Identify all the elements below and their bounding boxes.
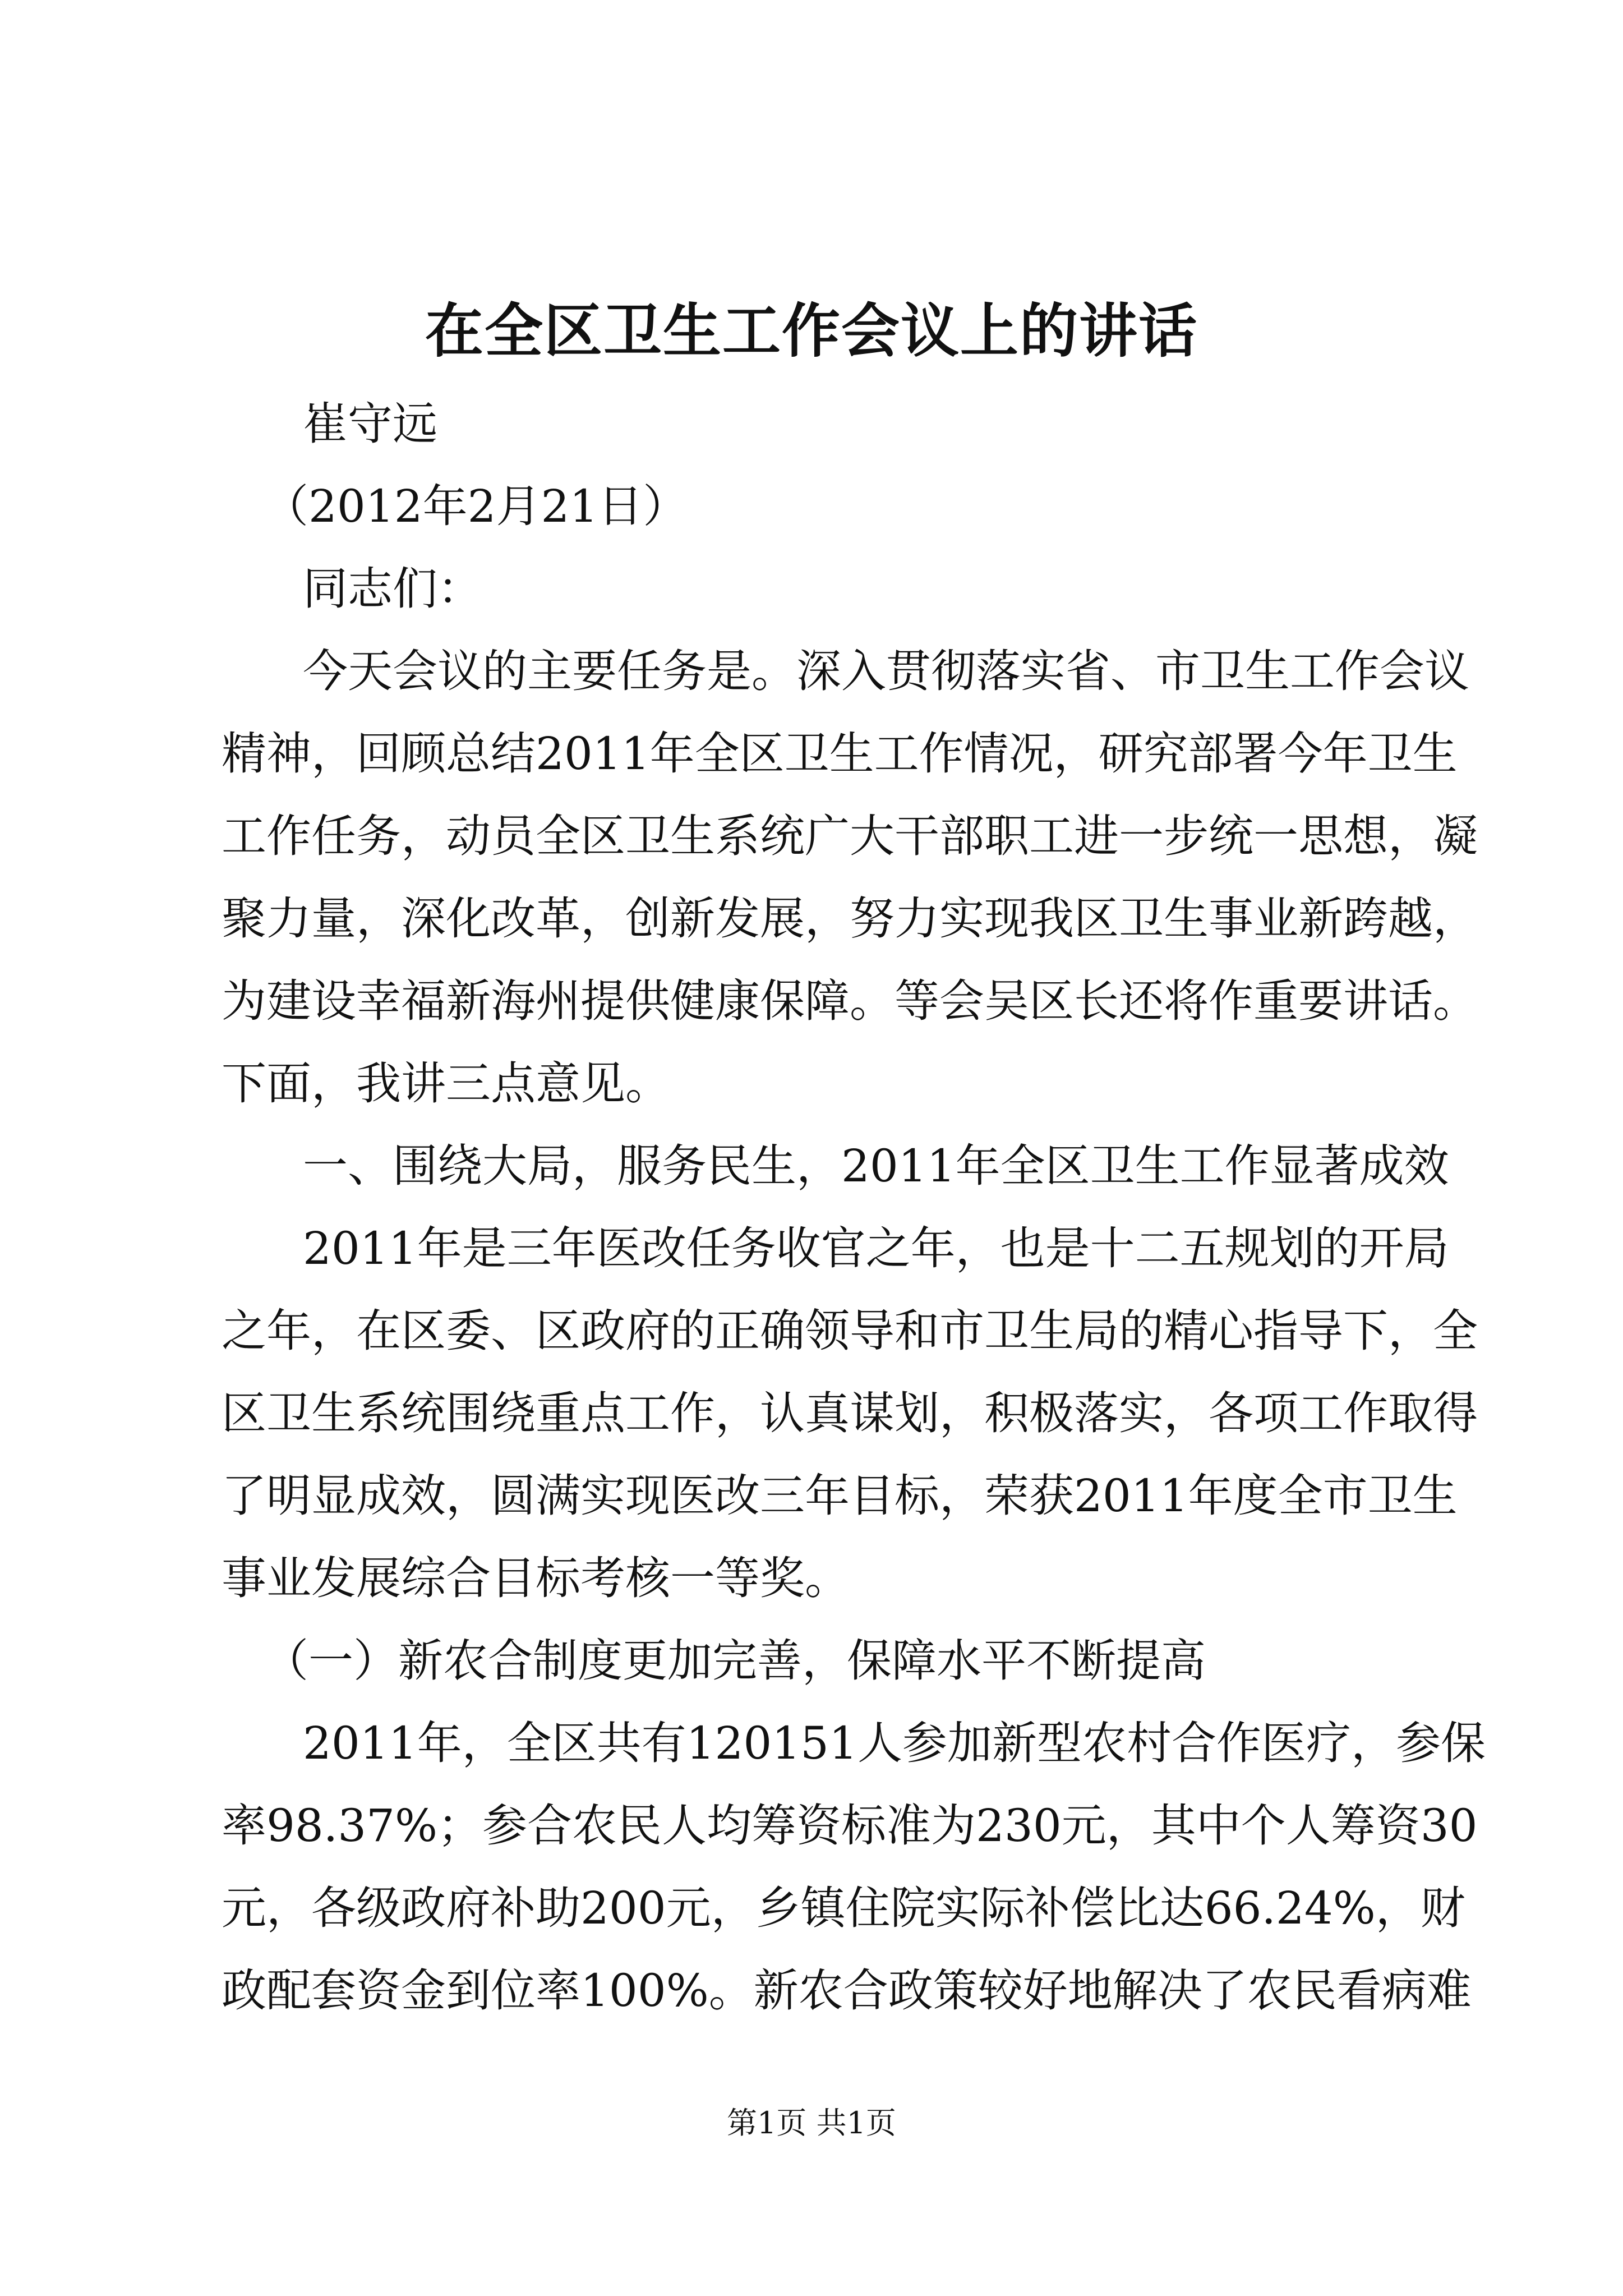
document-title: 在全区卫生工作会议上的讲话	[425, 296, 1198, 365]
paragraph-line: 今天会议的主要任务是。深入贯彻落实省、市卫生工作会议	[303, 645, 1469, 697]
subsection-heading: （一）新农合制度更加完善，保障水平不断提高	[264, 1635, 1206, 1687]
document-body	[222, 383, 1486, 2032]
paragraph-line: 2011年是三年医改任务收官之年，也是十二五规划的开局	[303, 1222, 1449, 1274]
paragraph-line: 聚力量，深化改革，创新发展，努力实现我区卫生事业新跨越，	[222, 892, 1478, 945]
paragraph-line: 精神，回顾总结2011年全区卫生工作情况，研究部署今年卫生	[222, 728, 1458, 780]
section-heading: 一、围绕大局，服务民生，2011年全区卫生工作显著成效	[303, 1140, 1449, 1192]
paragraph-line: 区卫生系统围绕重点工作，认真谋划，积极落实，各项工作取得	[222, 1387, 1478, 1439]
paragraph-line: 下面，我讲三点意见。	[222, 1057, 670, 1110]
paragraph-line: 率98.37%；参合农民人均筹资标准为230元，其中个人筹资30	[222, 1800, 1478, 1852]
paragraph-line: 事业发展综合目标考核一等奖。	[222, 1552, 850, 1604]
greeting-line: 同志们：	[303, 563, 482, 615]
paragraph-line: 政配套资金到位率100%。新农合政策较好地解决了农民看病难	[222, 1964, 1472, 2017]
date-line: （2012年2月21日）	[264, 480, 688, 532]
paragraph-line: 2011年，全区共有120151人参加新型农村合作医疗，参保	[303, 1717, 1486, 1769]
paragraph-line: 了明显成效，圆满实现医改三年目标，荣获2011年度全市卫生	[222, 1470, 1458, 1522]
page-footer: 第1页 共1页	[727, 2105, 896, 2141]
paragraph-line: 为建设幸福新海州提供健康保障。等会吴区长还将作重要讲话。	[222, 975, 1478, 1027]
paragraph-line: 之年，在区委、区政府的正确领导和市卫生局的精心指导下，全	[222, 1305, 1478, 1357]
paragraph-line: 工作任务，动员全区卫生系统广大干部职工进一步统一思想，凝	[222, 810, 1478, 862]
author-line: 崔守远	[303, 398, 437, 450]
paragraph-line: 元，各级政府补助200元，乡镇住院实际补偿比达66.24%，财	[222, 1882, 1465, 1934]
